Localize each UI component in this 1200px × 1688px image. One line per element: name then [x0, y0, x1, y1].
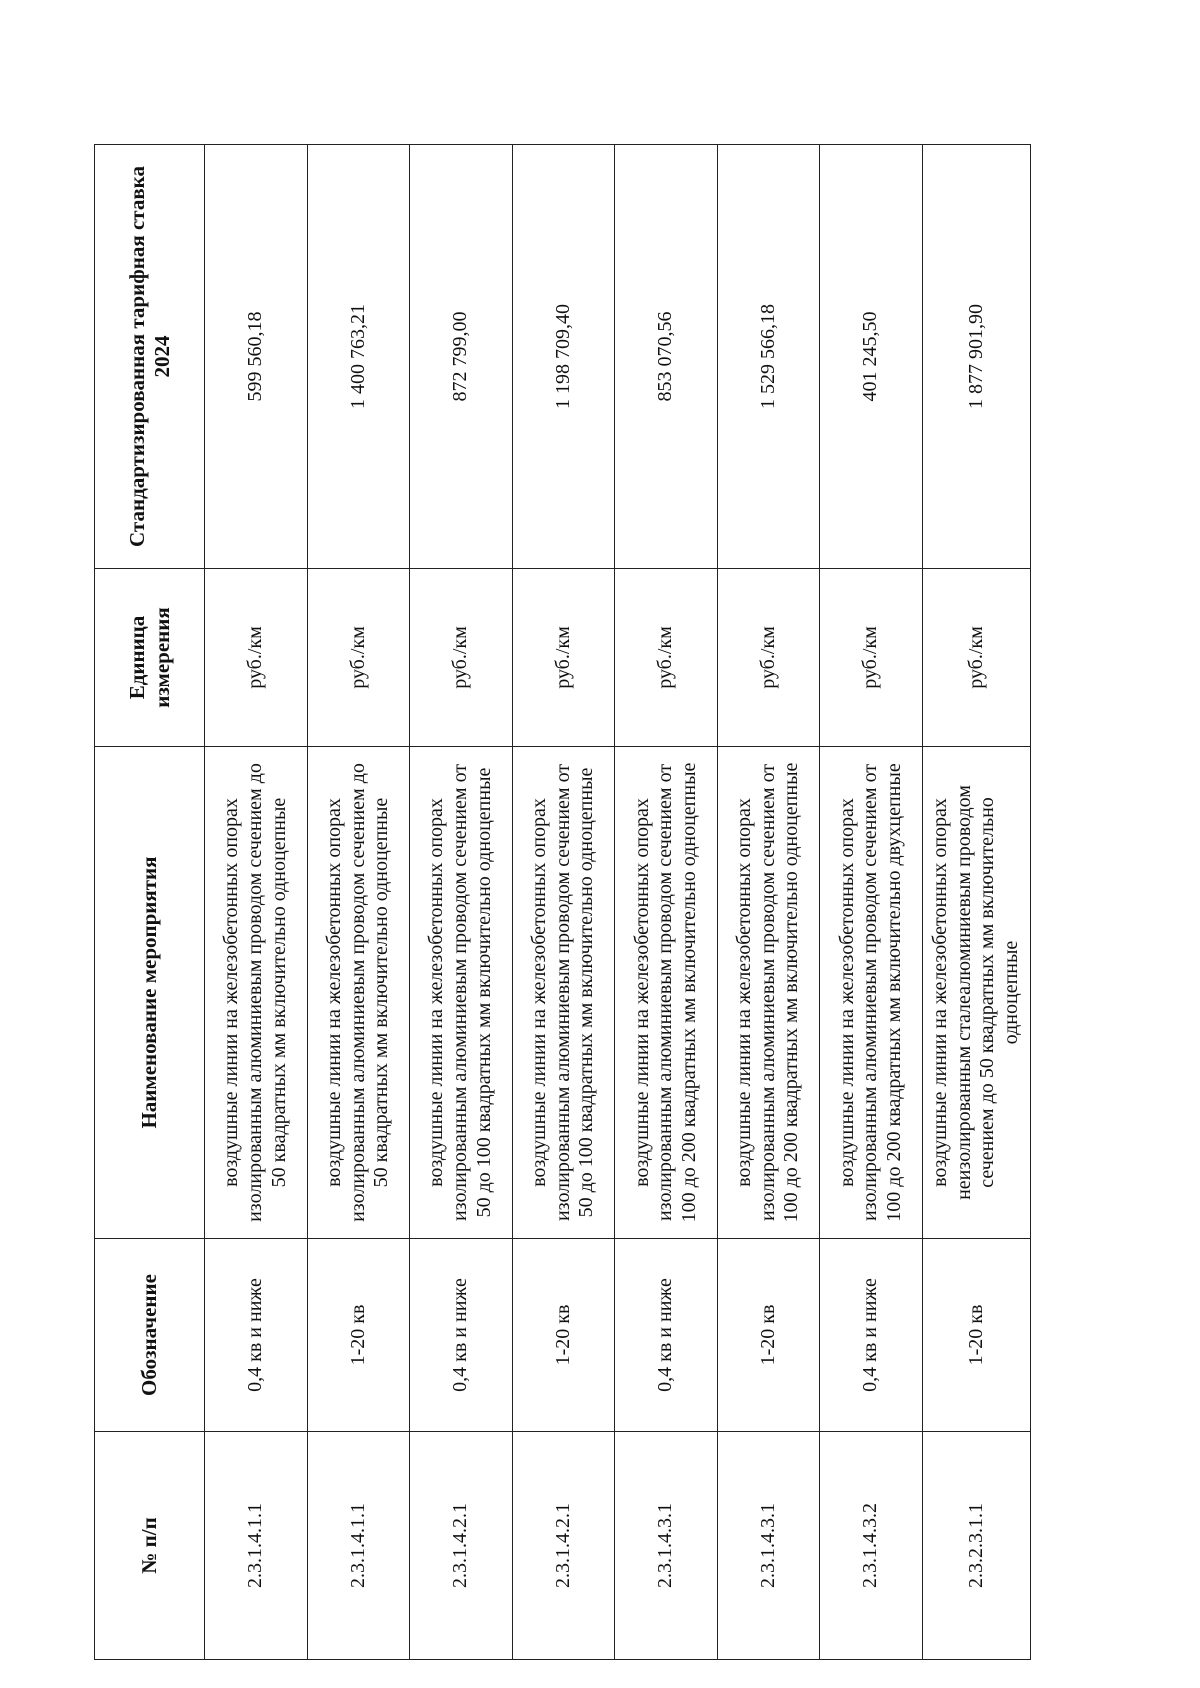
cell-code: 0,4 кв и ниже	[615, 1239, 718, 1432]
cell-code: 0,4 кв и ниже	[820, 1239, 923, 1432]
table-row	[922, 145, 1030, 1660]
cell-unit: руб./км	[410, 569, 513, 747]
cell-name: воздушные линии на железобетонных опорах изолированным алюминиевым проводом сечением до 50 квадратных мм включительно одноцепные	[205, 747, 308, 1239]
header-unit: Единица измерения	[95, 569, 205, 747]
cell-name: воздушные линии на железобетонных опорах изолированным алюминиевым проводом сечением от 100 до 200 квадратных мм включительно двухцепные	[820, 747, 923, 1239]
table-header-row	[95, 145, 205, 1660]
cell-name: воздушные линии на железобетонных опорах изолированным алюминиевым проводом сечением до 50 квадратных мм включительно одноцепные	[307, 747, 410, 1239]
cell-name: воздушные линии на железобетонных опорах неизолированным сталеалюминиевым проводом сечением до 50 квадратных мм включительно одноцепные	[922, 747, 1030, 1239]
cell-code: 0,4 кв и ниже	[205, 1239, 308, 1432]
table-row	[307, 145, 410, 1660]
cell-unit: руб./км	[512, 569, 615, 747]
table-row	[410, 145, 513, 1660]
cell-code: 1-20 кв	[922, 1239, 1030, 1432]
header-name: Наименование мероприятия	[95, 747, 205, 1239]
rotated-table-container	[94, 145, 1031, 1660]
cell-unit: руб./км	[820, 569, 923, 747]
cell-number: 2.3.1.4.3.1	[717, 1432, 820, 1660]
cell-unit: руб./км	[307, 569, 410, 747]
cell-number: 2.3.2.3.1.1	[922, 1432, 1030, 1660]
cell-number: 2.3.1.4.3.1	[615, 1432, 718, 1660]
cell-name: воздушные линии на железобетонных опорах изолированным алюминиевым проводом сечением от 100 до 200 квадратных мм включительно одноцепные	[615, 747, 718, 1239]
cell-rate: 1 198 709,40	[512, 145, 615, 569]
cell-name: воздушные линии на железобетонных опорах изолированным алюминиевым проводом сечением от 100 до 200 квадратных мм включительно одноцепные	[717, 747, 820, 1239]
cell-rate: 401 245,50	[820, 145, 923, 569]
cell-name: воздушные линии на железобетонных опорах изолированным алюминиевым проводом сечением от 50 до 100 квадратных мм включительно одноцепные	[512, 747, 615, 1239]
cell-rate: 1 877 901,90	[922, 145, 1030, 569]
cell-code: 1-20 кв	[512, 1239, 615, 1432]
cell-rate: 1 400 763,21	[307, 145, 410, 569]
header-rate: Стандартизированная тарифная ставка 2024	[95, 145, 205, 569]
cell-rate: 872 799,00	[410, 145, 513, 569]
cell-code: 0,4 кв и ниже	[410, 1239, 513, 1432]
cell-unit: руб./км	[615, 569, 718, 747]
cell-number: 2.3.1.4.1.1	[307, 1432, 410, 1660]
table-row	[205, 145, 308, 1660]
cell-name: воздушные линии на железобетонных опорах изолированным алюминиевым проводом сечением от 50 до 100 квадратных мм включительно одноцепные	[410, 747, 513, 1239]
tariff-table	[94, 144, 1031, 1660]
cell-number: 2.3.1.4.1.1	[205, 1432, 308, 1660]
table-row	[615, 145, 718, 1660]
cell-unit: руб./км	[205, 569, 308, 747]
table-row	[717, 145, 820, 1660]
cell-code: 1-20 кв	[307, 1239, 410, 1432]
cell-rate: 853 070,56	[615, 145, 718, 569]
cell-number: 2.3.1.4.2.1	[410, 1432, 513, 1660]
header-code: Обозначение	[95, 1239, 205, 1432]
cell-unit: руб./км	[717, 569, 820, 747]
cell-rate: 1 529 566,18	[717, 145, 820, 569]
cell-rate: 599 560,18	[205, 145, 308, 569]
table-row	[512, 145, 615, 1660]
cell-number: 2.3.1.4.2.1	[512, 1432, 615, 1660]
table-row	[820, 145, 923, 1660]
cell-unit: руб./км	[922, 569, 1030, 747]
header-number: № п/п	[95, 1432, 205, 1660]
cell-number: 2.3.1.4.3.2	[820, 1432, 923, 1660]
cell-code: 1-20 кв	[717, 1239, 820, 1432]
